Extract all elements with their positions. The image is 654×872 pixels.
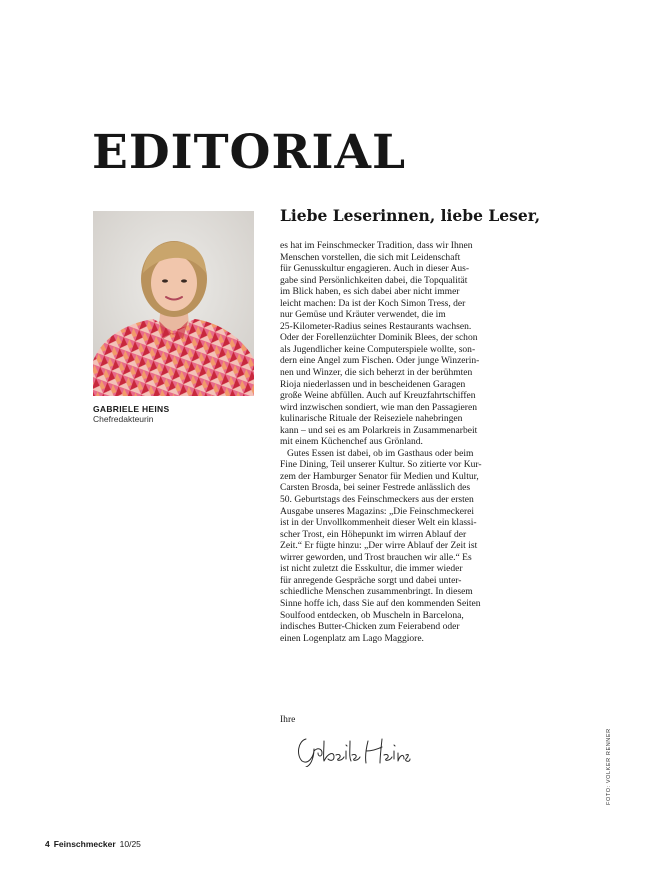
body-line: gabe sind Persönlichkeiten dabei, die Topqualität: [280, 274, 468, 286]
body-line: als Jugendlicher keine Computerspiele wollte, son-: [280, 343, 476, 355]
body-line: Ausgabe unseres Magazins: „Die Feinschmeckerei: [280, 505, 475, 517]
body-line: ist nicht zuletzt die Esskultur, die immer wieder: [280, 563, 463, 575]
body-line: wirrer geworden, und Trost brauchen wir alle.“ Es: [280, 551, 472, 563]
body-line: Gutes Essen ist dabei, ob im Gasthaus oder beim: [287, 447, 474, 459]
issue-number: 10/25: [119, 839, 141, 849]
body-line: kulinarische Rituale der Reiseziele nahebringen: [280, 413, 463, 425]
body-line: Fine Dining, Teil unserer Kultur. So zitierte vor Kur-: [280, 459, 482, 471]
author-portrait-image: [93, 211, 254, 396]
author-role: Chefredakteurin: [93, 414, 154, 424]
body-line: leicht machen: Da ist der Koch Simon Tress, der: [280, 297, 466, 309]
body-line: zem der Hamburger Senator für Medien und Kultur,: [280, 470, 479, 482]
body-line: kann – und sei es am Polarkreis in Zusammenarbeit: [280, 424, 478, 436]
body-line: Sinne hoffe ich, dass Sie auf den kommenden Seiten: [280, 597, 481, 609]
body-line: Menschen vorstellen, die sich mit Leidenschaft: [280, 251, 461, 263]
body-line: einen Logenplatz am Lago Maggiore.: [280, 632, 424, 644]
body-line: Carsten Brosda, bei seiner Festrede anlässlich des: [280, 482, 471, 494]
letter-closing: Ihre: [280, 714, 296, 725]
author-photo: [93, 211, 254, 396]
page-title: EDITORIAL: [92, 125, 407, 181]
body-line: dern eine Angel zum Fischen. Oder junge Winzerin-: [280, 355, 480, 367]
letter-salutation: Liebe Leserinnen, liebe Leser,: [280, 206, 541, 225]
photo-credit: FOTO: VOLKER RENNER: [606, 728, 612, 805]
body-line: 50. Geburtstags des Feinschmeckers aus der ersten: [280, 494, 474, 506]
body-line: im Blick haben, es sich dabei aber nicht immer: [280, 286, 460, 298]
body-line: für Genusskultur engagieren. Auch in dieser Aus-: [280, 263, 470, 275]
magazine-name: Feinschmecker: [53, 839, 116, 849]
body-line: für anregende Gespräche sorgt und dabei unter-: [280, 574, 462, 586]
body-line: es hat im Feinschmecker Tradition, dass wir Ihnen: [280, 240, 473, 251]
body-line: Zeit.“ Er fügte hinzu: „Der wirre Ablauf der Zeit ist: [280, 540, 478, 552]
body-line: 25-Kilometer-Radius seines Restaurants wachsen.: [280, 320, 472, 332]
body-line: wird inzwischen sondiert, wie man den Passagieren: [280, 401, 477, 413]
body-line: Soulfood entdecken, ob Muscheln in Barcelona,: [280, 609, 464, 621]
letter-body: [280, 240, 505, 644]
body-line: indisches Butter-Chicken zum Feierabend oder: [280, 621, 460, 633]
body-line: ist in der Unvollkommenheit dieser Welt ein klassi-: [280, 517, 477, 529]
body-line: scher Trost, ein Höhepunkt im wirren Ablauf der: [280, 528, 467, 540]
page-number: 4: [45, 839, 50, 849]
body-line: Oder der Forellenzüchter Dominik Blees, der schon: [280, 332, 478, 344]
body-line: Rioja niederlassen und in bescheidenen Garagen: [280, 378, 466, 390]
body-line: nen und Winzer, die sich beherzt in der berühmten: [280, 367, 473, 379]
page-footer: [45, 839, 141, 849]
author-name: GABRIELE HEINS: [93, 404, 170, 414]
body-line: große Weine abfüllen. Auch auf Kreuzfahrtschiffen: [280, 390, 476, 402]
body-line: nur Gemüse und Kräuter verwendet, die im: [280, 309, 446, 321]
body-line: mit einem Küchenchef aus Grönland.: [280, 436, 423, 448]
handwritten-signature: [292, 727, 412, 767]
body-line: schiedliche Menschen zusammenbringt. In diesem: [280, 586, 473, 598]
